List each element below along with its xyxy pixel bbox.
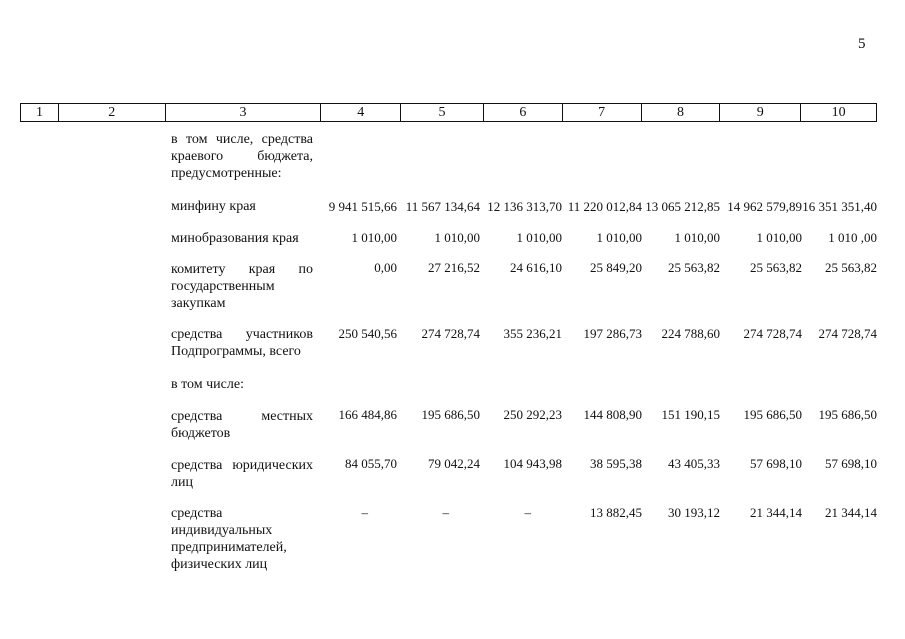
row-value: 43 405,33 <box>668 456 720 471</box>
row-value: 250 292,23 <box>503 407 562 422</box>
row-value: 224 788,60 <box>661 326 720 341</box>
row-value: – <box>361 505 368 520</box>
header-cell-9: 9 <box>719 104 800 121</box>
page-number: 5 <box>858 36 866 52</box>
row-value: 11 567 134,64 <box>405 199 480 214</box>
row-value: 1 010,00 <box>351 230 397 245</box>
row-value: 195 686,50 <box>421 407 480 422</box>
header-cell-6: 6 <box>483 104 562 121</box>
header-cell-1: 1 <box>35 104 43 120</box>
row-value: 1 010 ,00 <box>828 230 877 245</box>
header-cell-3: 3 <box>165 104 321 121</box>
row-value: 104 943,98 <box>503 456 562 471</box>
row-label: в том числе, средства краевого бюджета, предусмотренные: <box>171 132 313 181</box>
row-label: средства индивидуальных предпринимателей, физических лиц <box>171 506 287 572</box>
row-label: минобразования края <box>171 231 299 246</box>
row-value: 30 193,12 <box>668 505 720 520</box>
row-value: 250 540,56 <box>338 326 397 341</box>
row-value: 38 595,38 <box>590 456 642 471</box>
row-value: 195 686,50 <box>818 407 877 422</box>
row-value: 25 563,82 <box>668 260 720 275</box>
row-value: 144 808,90 <box>583 407 642 422</box>
row-value: 151 190,15 <box>661 407 720 422</box>
row-label: комитету края по государственным закупкам <box>171 262 313 311</box>
row-value: 0,00 <box>374 260 397 275</box>
header-cell-2: 2 <box>58 104 165 121</box>
row-value: 9 941 515,66 <box>328 199 397 214</box>
row-value: 79 042,24 <box>428 456 480 471</box>
row-value: 1 010,00 <box>516 230 562 245</box>
row-value: 1 010,00 <box>596 230 642 245</box>
row-value: 195 686,50 <box>743 407 802 422</box>
row-value: 1 010,00 <box>674 230 720 245</box>
header-cell-5: 5 <box>400 104 483 121</box>
row-value: 25 563,82 <box>825 260 877 275</box>
row-value: 21 344,14 <box>750 505 802 520</box>
row-value: 25 563,82 <box>750 260 802 275</box>
row-label: средства юридических лиц <box>171 458 313 490</box>
row-value: 27 216,52 <box>428 260 480 275</box>
row-value: – <box>524 505 531 520</box>
row-value: 166 484,86 <box>338 407 397 422</box>
row-value: 11 220 012,84 <box>567 199 642 214</box>
row-value: 16 351 351,40 <box>802 199 877 214</box>
row-value: 197 286,73 <box>583 326 642 341</box>
row-value: 1 010,00 <box>434 230 480 245</box>
row-value: – <box>442 505 449 520</box>
header-cell-7: 7 <box>562 104 641 121</box>
table-header-row <box>20 103 877 122</box>
row-value: 21 344,14 <box>825 505 877 520</box>
row-value: 25 849,20 <box>590 260 642 275</box>
row-value: 13 065 212,85 <box>645 199 720 214</box>
header-cell-8: 8 <box>641 104 720 121</box>
header-cell-10: 10 <box>800 104 876 121</box>
row-value: 1 010,00 <box>756 230 802 245</box>
row-value: 12 136 313,70 <box>487 199 562 214</box>
row-label: минфину края <box>171 199 256 214</box>
row-label: в том числе: <box>171 377 244 392</box>
row-value: 57 698,10 <box>825 456 877 471</box>
row-label: средства местных бюджетов <box>171 409 313 441</box>
row-value: 24 616,10 <box>510 260 562 275</box>
row-value: 355 236,21 <box>503 326 562 341</box>
row-value: 274 728,74 <box>818 326 877 341</box>
header-cell-4: 4 <box>320 104 400 121</box>
row-value: 57 698,10 <box>750 456 802 471</box>
row-value: 84 055,70 <box>345 456 397 471</box>
row-label: средства участников Подпрограммы, всего <box>171 327 313 359</box>
row-value: 14 962 579,89 <box>727 199 802 214</box>
row-value: 274 728,74 <box>743 326 802 341</box>
row-value: 13 882,45 <box>590 505 642 520</box>
row-value: 274 728,74 <box>421 326 480 341</box>
